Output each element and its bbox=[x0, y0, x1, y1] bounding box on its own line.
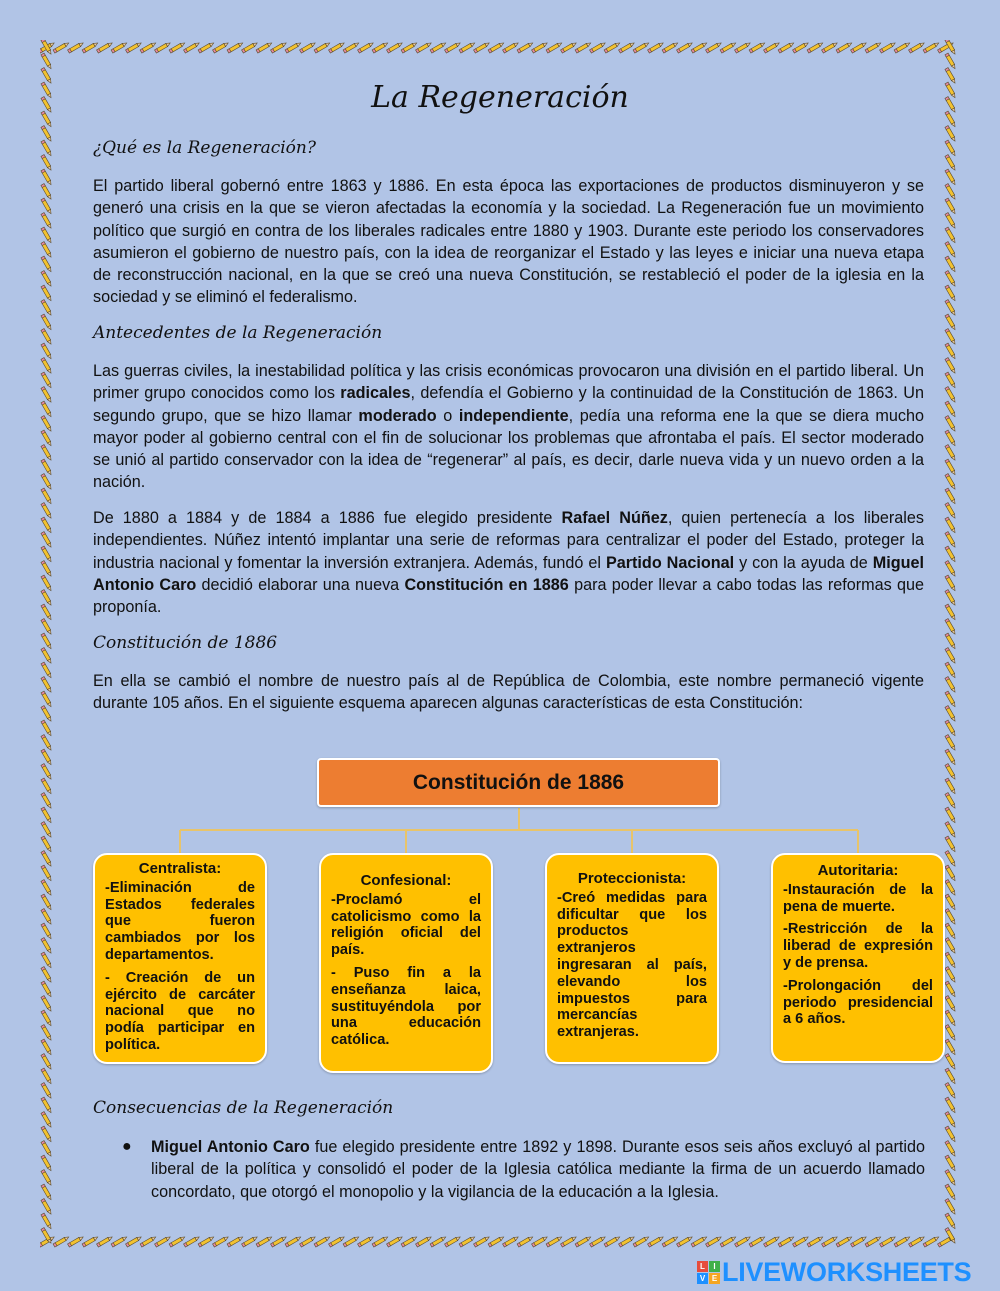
card-autoritaria bbox=[771, 853, 945, 1063]
paragraph-antecedentes-1: Las guerras civiles, la inestabilidad política y las crisis económicas provocaron una división en el partido liberal. Un primer grupo conocidos como los radicales, defendía el Gobierno y la continuidad de la Constitución de 1863. Un segundo grupo, que se hizo llamar moderado o independiente, pedía una reforma ene la que se diera mucho mayor poder al gobierno central con el fin de solucionar los problemas que afrontaba el país. El sector moderado se unió al partido conservador con la idea de “regenerar” al país, es decir, darle nueva vida y un nuevo orden a la nación. bbox=[93, 362, 924, 492]
card-item: -Creó medidas para dificultar que los productos extranjeros ingresaran al país, elevando los impuestos para mercancías extranjeras. bbox=[557, 889, 707, 1041]
card-item: - Creación de un ejército de carcáter nacional que no podía participar en política. bbox=[105, 969, 255, 1053]
heading-constitucion: Constitución de 1886 bbox=[93, 633, 278, 653]
consequences-list bbox=[120, 1136, 925, 1203]
card-item: -Eliminación de Estados federales que fueron cambiados por los departamentos. bbox=[105, 879, 255, 963]
diagram-title: Constitución de 1886 bbox=[317, 758, 720, 807]
paragraph-antecedentes-2: De 1880 a 1884 y de 1884 a 1886 fue elegido presidente Rafael Núñez, quien pertenecía a los liberales independientes. Núñez intentó implantar una serie de reformas para centralizar el poder del Estado, proteger la industria nacional y fomentar la inversión extranjera. Además, fundó el Partido Nacional y con la ayuda de Miguel Antonio Caro decidió elaborar una nueva Constitución en 1886 para poder llevar a cabo todas las reformas que proponía. bbox=[93, 509, 925, 617]
paragraph-que-es: El partido liberal gobernó entre 1863 y 1886. En esta época las exportaciones de productos disminuyeron y se generó una crisis en la que se vieron afectadas la economía y la sociedad. La Regeneración fue un movimiento político que surgió en contra de los liberales radicales entre 1880 y 1903. Durante este periodo los conservadores asumieron el gobierno de nuestro país, con la idea de reorganizar el Estado y las leyes e iniciar una nueva etapa de reconstrucción nacional, en la que se creó una nueva Constitución, se restableció el poder de la iglesia en la sociedad y se eliminó el federalismo. bbox=[93, 177, 924, 307]
card-centralista bbox=[93, 853, 267, 1064]
list-item: ● Miguel Antonio Caro fue elegido presidente entre 1892 y 1898. Durante esos seis años excluyó al partido liberal de la política y consolidó el poder de la Iglesia católica mediante la firma de un acuerdo llamado concordato, que otorgó el monopolio y la vigilancia de la educación a la Iglesia. bbox=[122, 1138, 925, 1201]
card-confesional bbox=[319, 853, 493, 1073]
card-title: Confesional: bbox=[360, 872, 452, 889]
card-title: Proteccionista: bbox=[577, 870, 687, 887]
card-item: -Proclamó el catolicismo como la religión oficial del país. bbox=[331, 891, 481, 959]
liveworksheets-brand[interactable] bbox=[697, 1257, 971, 1287]
heading-antecedentes: Antecedentes de la Regeneración bbox=[93, 323, 383, 343]
card-item: -Prolongación del periodo presidencial a 6 años. bbox=[783, 977, 933, 1028]
card-proteccionista bbox=[545, 853, 719, 1064]
card-title: Centralista: bbox=[138, 860, 222, 877]
card-item: - Puso fin a la enseñanza laica, sustituyéndola por una educación católica. bbox=[331, 964, 481, 1049]
paragraph-constitucion: En ella se cambió el nombre de nuestro país al de República de Colombia, este nombre permaneció vigente durante 105 años. En el siguiente esquema aparecen algunas características de esta Constitución: bbox=[93, 672, 924, 713]
liveworksheets-logo-icon: L I V E bbox=[697, 1261, 720, 1284]
bullet-icon: ● bbox=[122, 1138, 132, 1155]
heading-que-es: ¿Qué es la Regeneración? bbox=[93, 138, 316, 158]
heading-consecuencias: Consecuencias de la Regeneración bbox=[93, 1098, 394, 1118]
liveworksheets-wordmark: LIVEWORKSHEETS bbox=[722, 1256, 972, 1287]
card-item: -Instauración de la pena de muerte. bbox=[783, 881, 933, 915]
card-title: Autoritaria: bbox=[817, 862, 899, 879]
page-title: La Regeneración bbox=[371, 80, 629, 115]
card-item: -Restricción de la liberad de expresión y de prensa. bbox=[783, 921, 933, 971]
